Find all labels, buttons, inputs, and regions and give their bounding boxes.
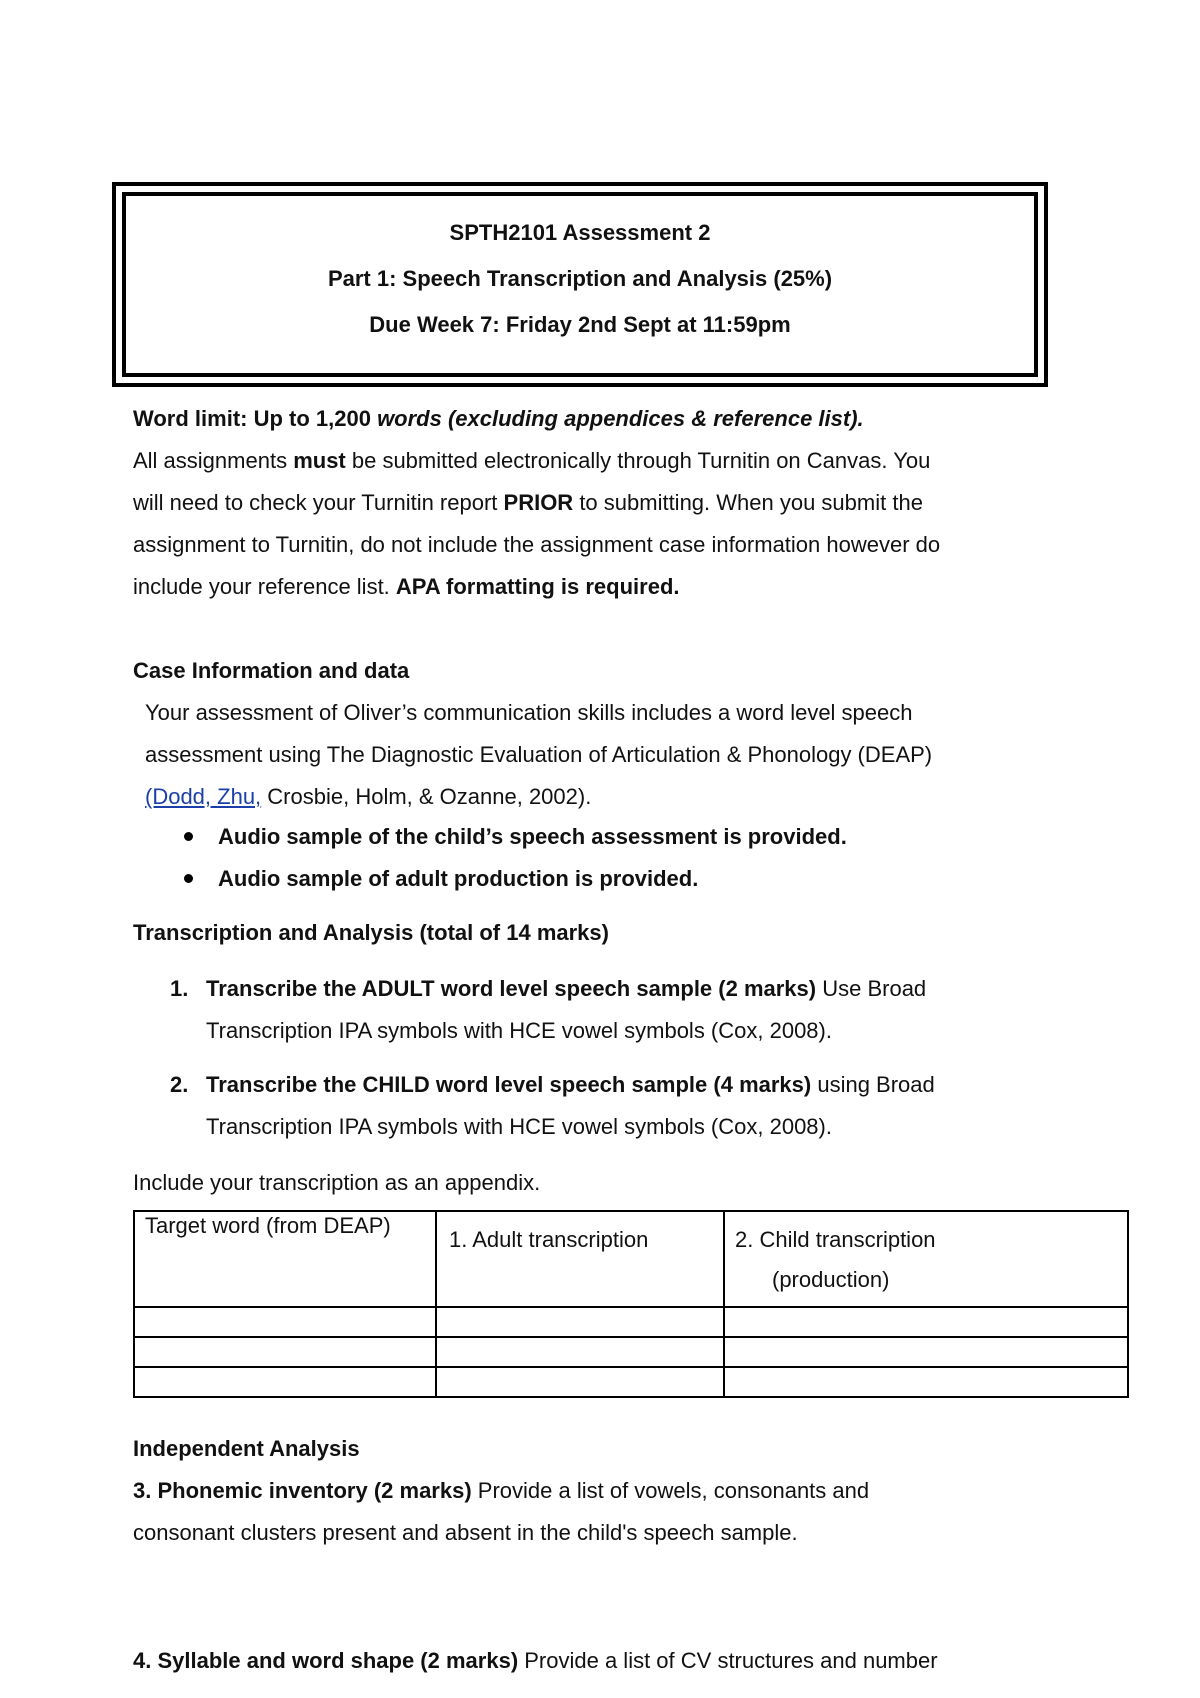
item-3-line-1 <box>133 1478 869 1504</box>
independent-heading: Independent Analysis <box>133 1436 360 1461</box>
word-limit-line <box>133 406 864 432</box>
appendix-note: Include your transcription as an appendix. <box>133 1170 541 1195</box>
item-3-title: 3. Phonemic inventory (2 marks) <box>133 1478 472 1503</box>
due-date: Due Week 7: Friday 2nd Sept at 11:59pm <box>369 312 791 337</box>
item-2-title: Transcribe the CHILD word level speech sample (4 marks) <box>206 1072 812 1097</box>
emphasis-prior: PRIOR <box>503 490 574 515</box>
item-4-title: 4. Syllable and word shape (2 marks) <box>133 1648 519 1673</box>
text-run: be submitted electronically through Turnitin on Canvas. You <box>345 448 931 473</box>
item-2-line-2: Transcription IPA symbols with HCE vowel symbols (Cox, 2008). <box>206 1114 832 1139</box>
table-cell[interactable] <box>134 1307 436 1337</box>
text-run: include your reference list. <box>133 574 396 599</box>
text-run: Provide a list of vowels, consonants and <box>471 1478 870 1503</box>
header-cell-child <box>724 1211 1128 1307</box>
text-run: All assignments <box>133 448 294 473</box>
table-header-row <box>134 1211 1128 1307</box>
emphasis-must: must <box>293 448 346 473</box>
table-cell[interactable] <box>724 1367 1128 1397</box>
table-row <box>134 1337 1128 1367</box>
assessment-title: SPTH2101 Assessment 2 <box>449 220 711 245</box>
header-cell-target-word: Target word (from DEAP) <box>134 1211 436 1307</box>
table-cell[interactable] <box>436 1337 724 1367</box>
item-2-line-1 <box>206 1072 935 1098</box>
transcription-heading: Transcription and Analysis (total of 14 marks) <box>133 920 609 945</box>
text-run: Crosbie, Holm, & Ozanne, 2002). <box>261 784 592 809</box>
table-row <box>134 1367 1128 1397</box>
transcription-table <box>133 1210 1129 1398</box>
submission-line-3: assignment to Turnitin, do not include the assignment case information however do <box>133 532 941 557</box>
table-cell[interactable] <box>134 1367 436 1397</box>
case-line-2: assessment using The Diagnostic Evaluation of Articulation & Phonology (DEAP) <box>145 742 933 767</box>
item-3-line-2: consonant clusters present and absent in the child's speech sample. <box>133 1520 798 1545</box>
table-cell[interactable] <box>436 1367 724 1397</box>
submission-line-2 <box>133 490 923 516</box>
table-row <box>134 1307 1128 1337</box>
part-title: Part 1: Speech Transcription and Analysis (25%) <box>327 266 833 291</box>
citation-link[interactable]: (Dodd, Zhu, <box>145 784 262 809</box>
submission-line-4 <box>133 574 680 600</box>
bullet-item-1: Audio sample of the child’s speech assessment is provided. <box>218 824 847 849</box>
text-run: Use Broad <box>816 976 927 1001</box>
title-box-inner-border <box>122 192 1038 377</box>
case-heading: Case Information and data <box>133 658 410 683</box>
header-cell-adult: 1. Adult transcription <box>436 1211 724 1307</box>
table-cell[interactable] <box>724 1337 1128 1367</box>
bullet-dot <box>184 832 193 841</box>
bullet-dot <box>184 874 193 883</box>
item-4-line-1 <box>133 1648 938 1674</box>
table-cell[interactable] <box>436 1307 724 1337</box>
title-box <box>112 182 1048 387</box>
emphasis-apa: APA formatting is required. <box>395 574 680 599</box>
table-cell[interactable] <box>724 1307 1128 1337</box>
item-1-number: 1. <box>170 976 189 1001</box>
text-run: to submitting. When you submit the <box>573 490 923 515</box>
header-cell-child-line-2: (production) <box>772 1267 890 1292</box>
item-1-title: Transcribe the ADULT word level speech sample (2 marks) <box>206 976 817 1001</box>
bullet-item-2: Audio sample of adult production is provided. <box>218 866 699 891</box>
word-limit-label: Word limit: Up to 1,200 <box>133 406 378 431</box>
text-run: will need to check your Turnitin report <box>133 490 504 515</box>
submission-line-1 <box>133 448 930 474</box>
case-line-1: Your assessment of Oliver’s communication skills includes a word level speech <box>145 700 913 725</box>
header-cell-child-line-1: 2. Child transcription <box>735 1227 936 1252</box>
case-line-3 <box>145 784 591 810</box>
text-run: Provide a list of CV structures and number <box>518 1648 938 1673</box>
text-run: using Broad <box>811 1072 935 1097</box>
item-1-line-1 <box>206 976 926 1002</box>
item-1-line-2: Transcription IPA symbols with HCE vowel symbols (Cox, 2008). <box>206 1018 832 1043</box>
word-limit-italic: words (excluding appendices & reference list). <box>377 406 864 431</box>
table-cell[interactable] <box>134 1337 436 1367</box>
item-2-number: 2. <box>170 1072 189 1097</box>
